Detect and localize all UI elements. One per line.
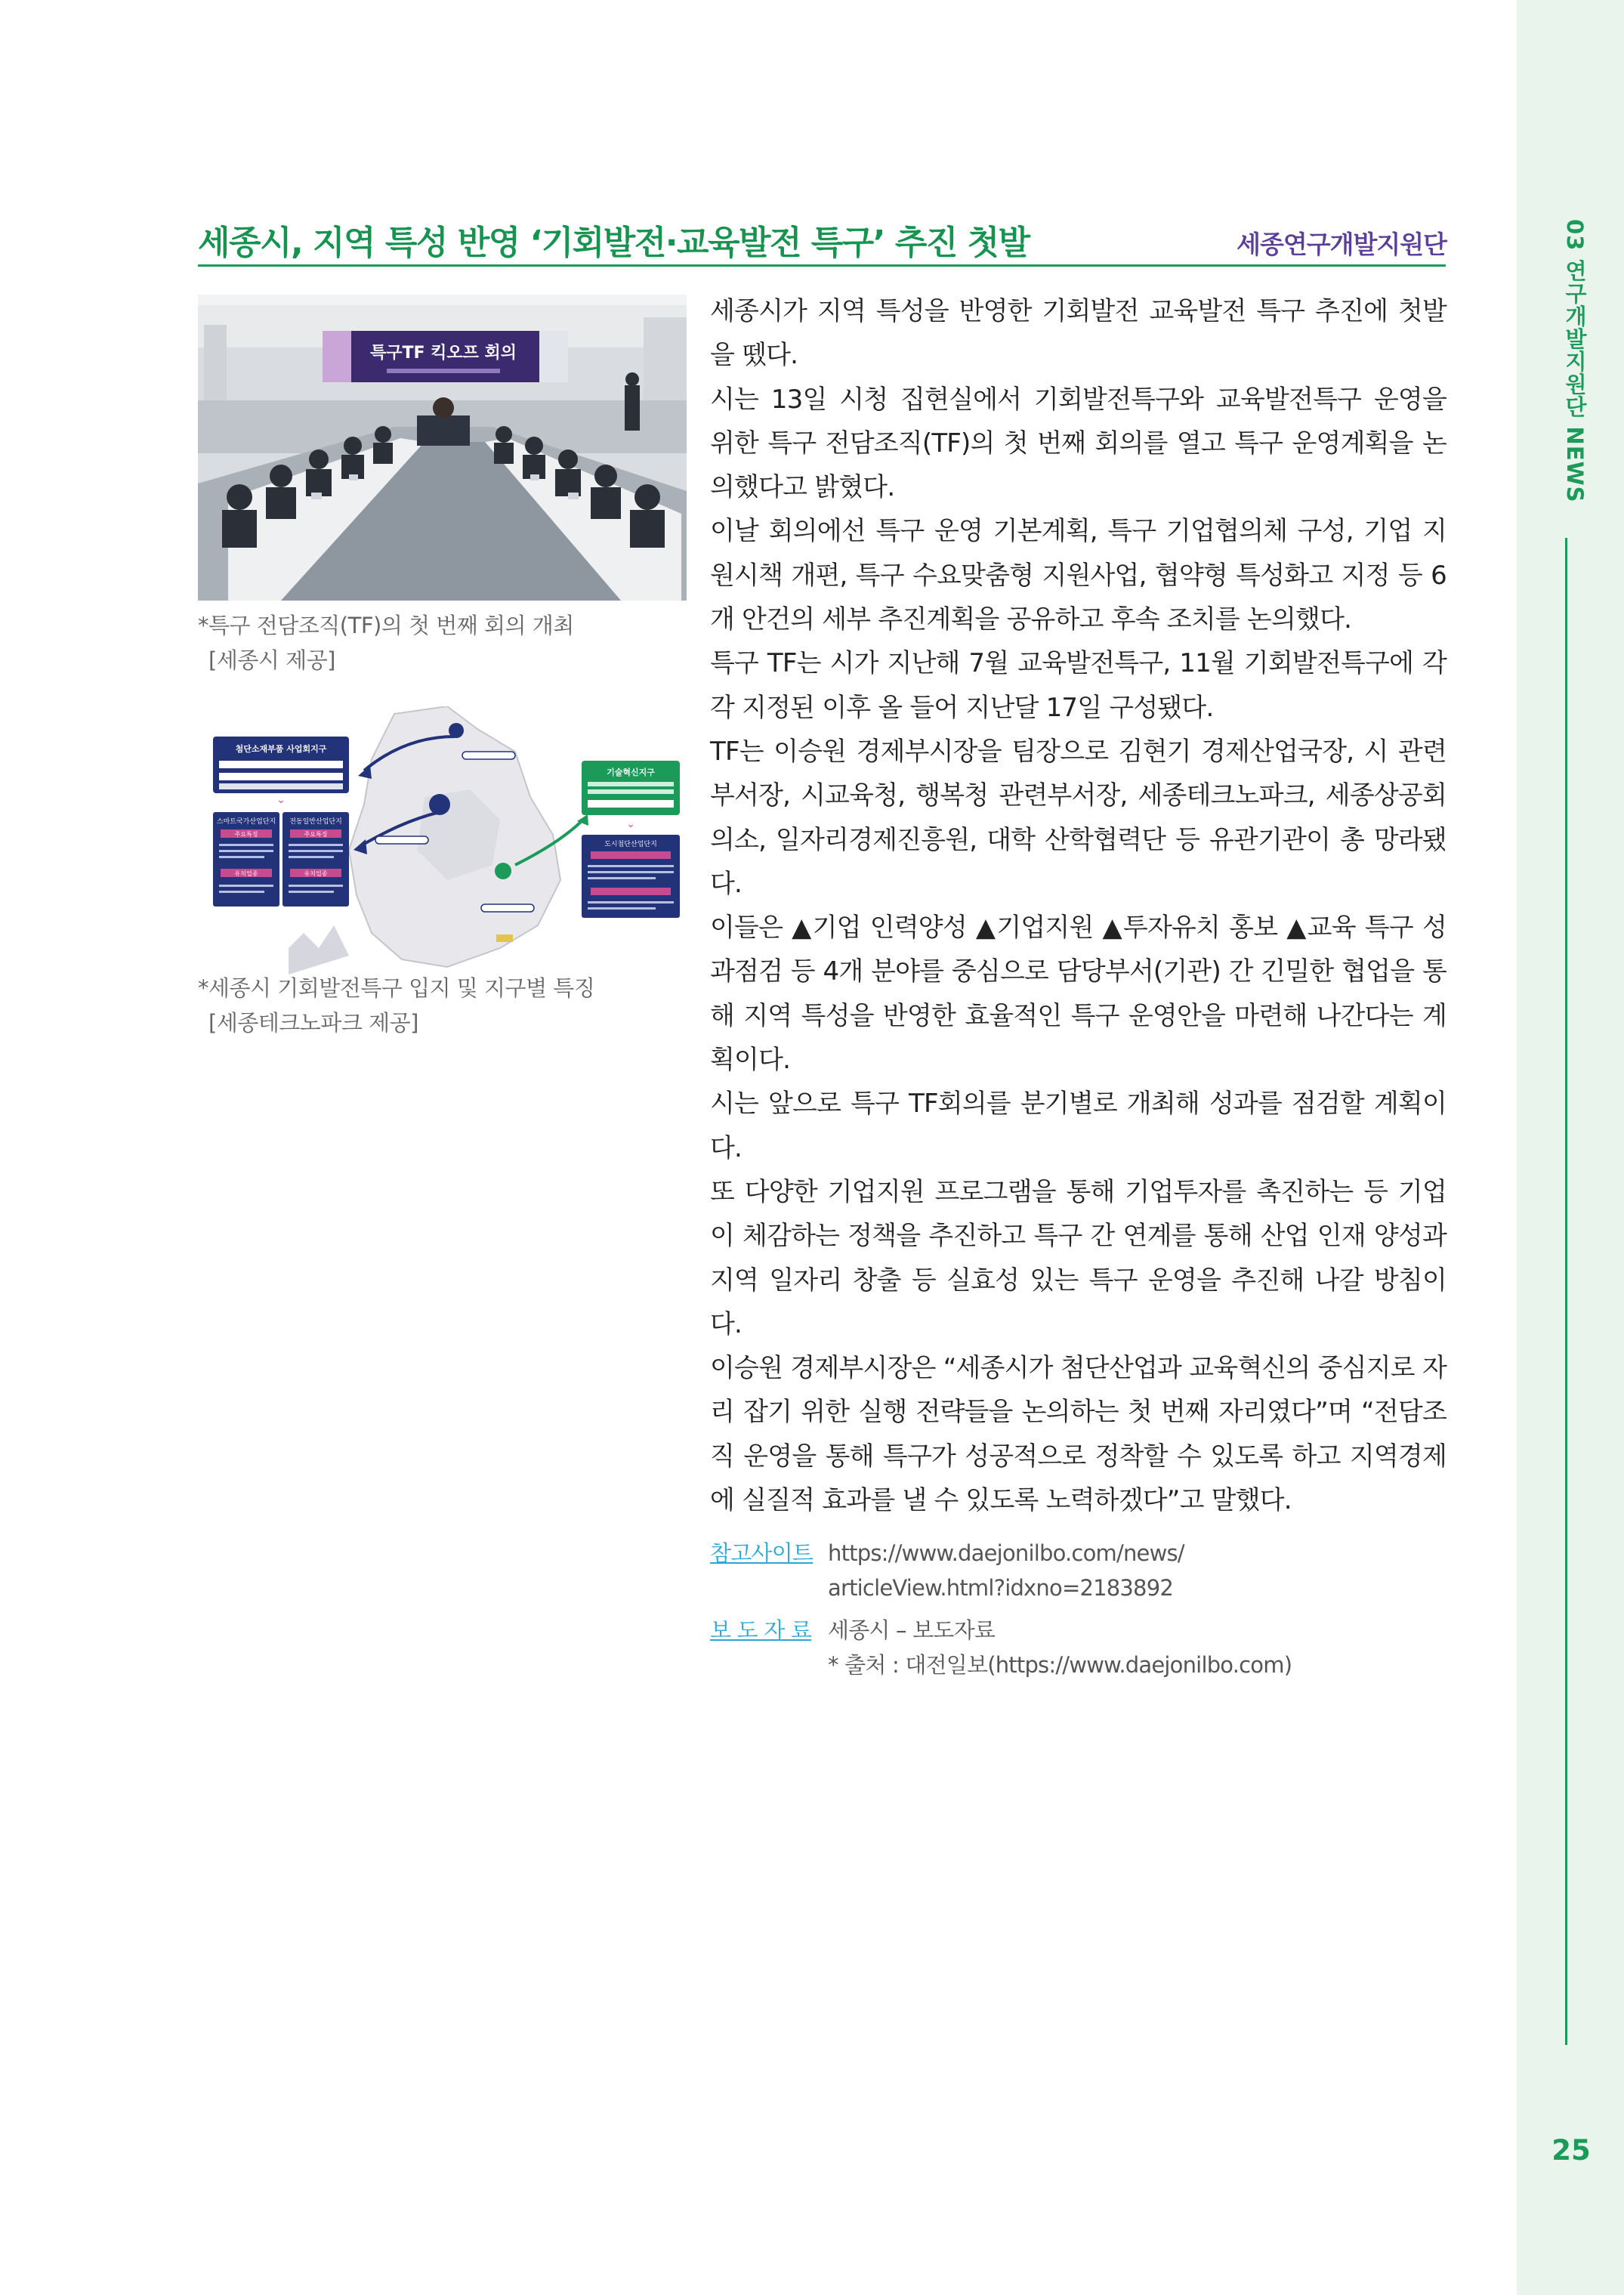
map-badge-1: 주요특징 xyxy=(234,831,258,838)
map-badge-2: 주요특징 xyxy=(304,831,328,838)
reference-site-url[interactable] xyxy=(828,1536,1184,1605)
page-number: 25 xyxy=(1551,2134,1591,2167)
paragraph: 시는 13일 시청 집현실에서 기회발전특구와 교육발전특구 운영을 위한 특구 전담조직(TF)의 첫 번째 회의를 열고 특구 운영계획을 논의했다고 밝혔다. xyxy=(710,384,1446,503)
paragraph: TF는 이승원 경제부시장을 팀장으로 김현기 경제산업국장, 시 관련 부서장, 시교육청, 행복청 관련부서장, 세종테크노파크, 세종상공회의소, 일자리경제진흥원, 대학 산학협력단 등 유관기관이 총 망라됐다. xyxy=(710,736,1446,899)
map-source: [세종테크노파크 제공] xyxy=(208,1010,418,1036)
title-divider xyxy=(198,264,1446,267)
photo-caption xyxy=(198,608,696,678)
paragraph: 세종시가 지역 특성을 반영한 기회발전 교육발전 특구 추진에 첫발을 뗐다. xyxy=(710,296,1446,371)
map-right-box-title: 기술혁신지구 xyxy=(607,768,655,777)
svg-text:⌄: ⌄ xyxy=(276,794,286,806)
section-label: 03 연구개발지원단 NEWS xyxy=(1562,219,1588,503)
article-title: 세종시, 지역 특성 반영 ‘기회발전·교육발전 특구’ 추진 첫발 xyxy=(198,224,1030,262)
map-left-sub2: 전동일반산업단지 xyxy=(289,818,342,826)
map-left-sub1: 스마트국가산업단지 xyxy=(216,818,276,826)
reference-url-line2[interactable]: articleView.html?idxno=2183892 xyxy=(828,1575,1173,1601)
meeting-photo xyxy=(198,295,687,601)
paragraph: 이승원 경제부시장은 “세종시가 첨단산업과 교육혁신의 중심지로 자리 잡기 위한 실행 전략들을 논의하는 첫 번째 자리였다”며 “전담조직 운영을 통해 특구가 성공적으로 정착할 수 있도록 하고 지역경제에 실질적 효과를 낼 수 있도록 노력하겠다”고 말했다. xyxy=(710,1353,1446,1516)
paragraph: 시는 앞으로 특구 TF회의를 분기별로 개최해 성과를 점검할 계획이다. xyxy=(710,1089,1446,1163)
article-body xyxy=(710,289,1446,1522)
map-badge-4: 유치업종 xyxy=(304,870,328,877)
special-zone-map xyxy=(198,706,687,975)
paragraph: 특구 TF는 시가 지난해 7월 교육발전특구, 11월 기회발전특구에 각각 지정된 이후 올 들어 지난달 17일 구성됐다. xyxy=(710,648,1446,723)
photo-caption-text: *특구 전담조직(TF)의 첫 번째 회의 개최 xyxy=(198,613,574,638)
side-divider xyxy=(1565,538,1567,2045)
press-release-text: 세종시 – 보도자료 xyxy=(828,1617,996,1643)
banner-text: 특구TF 킥오프 회의 xyxy=(369,344,517,363)
organization-name: 세종연구개발지원단 xyxy=(1237,230,1446,259)
map-caption-text: *세종시 기회발전특구 입지 및 지구별 특징 xyxy=(198,975,595,1001)
paragraph: 이날 회의에선 특구 운영 기본계획, 특구 기업협의체 구성, 기업 지원시책 개편, 특구 수요맞춤형 지원사업, 협약형 특성화고 지정 등 6개 안건의 세부 추진계획을 공유하고 후속 조치를 논의했다. xyxy=(710,516,1446,635)
paragraph: 또 다양한 기업지원 프로그램을 통해 기업투자를 촉진하는 등 기업이 체감하는 정책을 추진하고 특구 간 연계를 통해 산업 인재 양성과 지역 일자리 창출 등 실효성 있는 특구 운영을 추진해 나갈 방침이다. xyxy=(710,1176,1446,1339)
reference-url-line1[interactable]: https://www.daejonilbo.com/news/ xyxy=(828,1540,1184,1566)
paragraph: 이들은 ▲기업 인력양성 ▲기업지원 ▲투자유치 홍보 ▲교육 특구 성과점검 등 4개 분야를 중심으로 담당부서(기관) 간 긴밀한 협업을 통해 지역 특성을 반영한 효율적인 특구 운영안을 마련해 나간다는 계획이다. xyxy=(710,913,1446,1076)
map-badge-3: 유치업종 xyxy=(234,870,258,877)
map-caption xyxy=(198,971,696,1040)
press-release-value xyxy=(828,1613,1292,1682)
reference-site-label[interactable]: 참고사이트 xyxy=(710,1540,814,1566)
press-release-source: * 출처 : 대전일보(https://www.daejonilbo.com) xyxy=(828,1652,1292,1678)
press-release-label[interactable]: 보 도 자 료 xyxy=(710,1617,812,1643)
map-right-sub: 도시첨단산업단지 xyxy=(604,841,657,848)
svg-text:⌄: ⌄ xyxy=(626,818,635,830)
map-left-box-title: 첨단소재부품 사업회지구 xyxy=(235,744,327,754)
photo-source: [세종시 제공] xyxy=(208,647,335,673)
